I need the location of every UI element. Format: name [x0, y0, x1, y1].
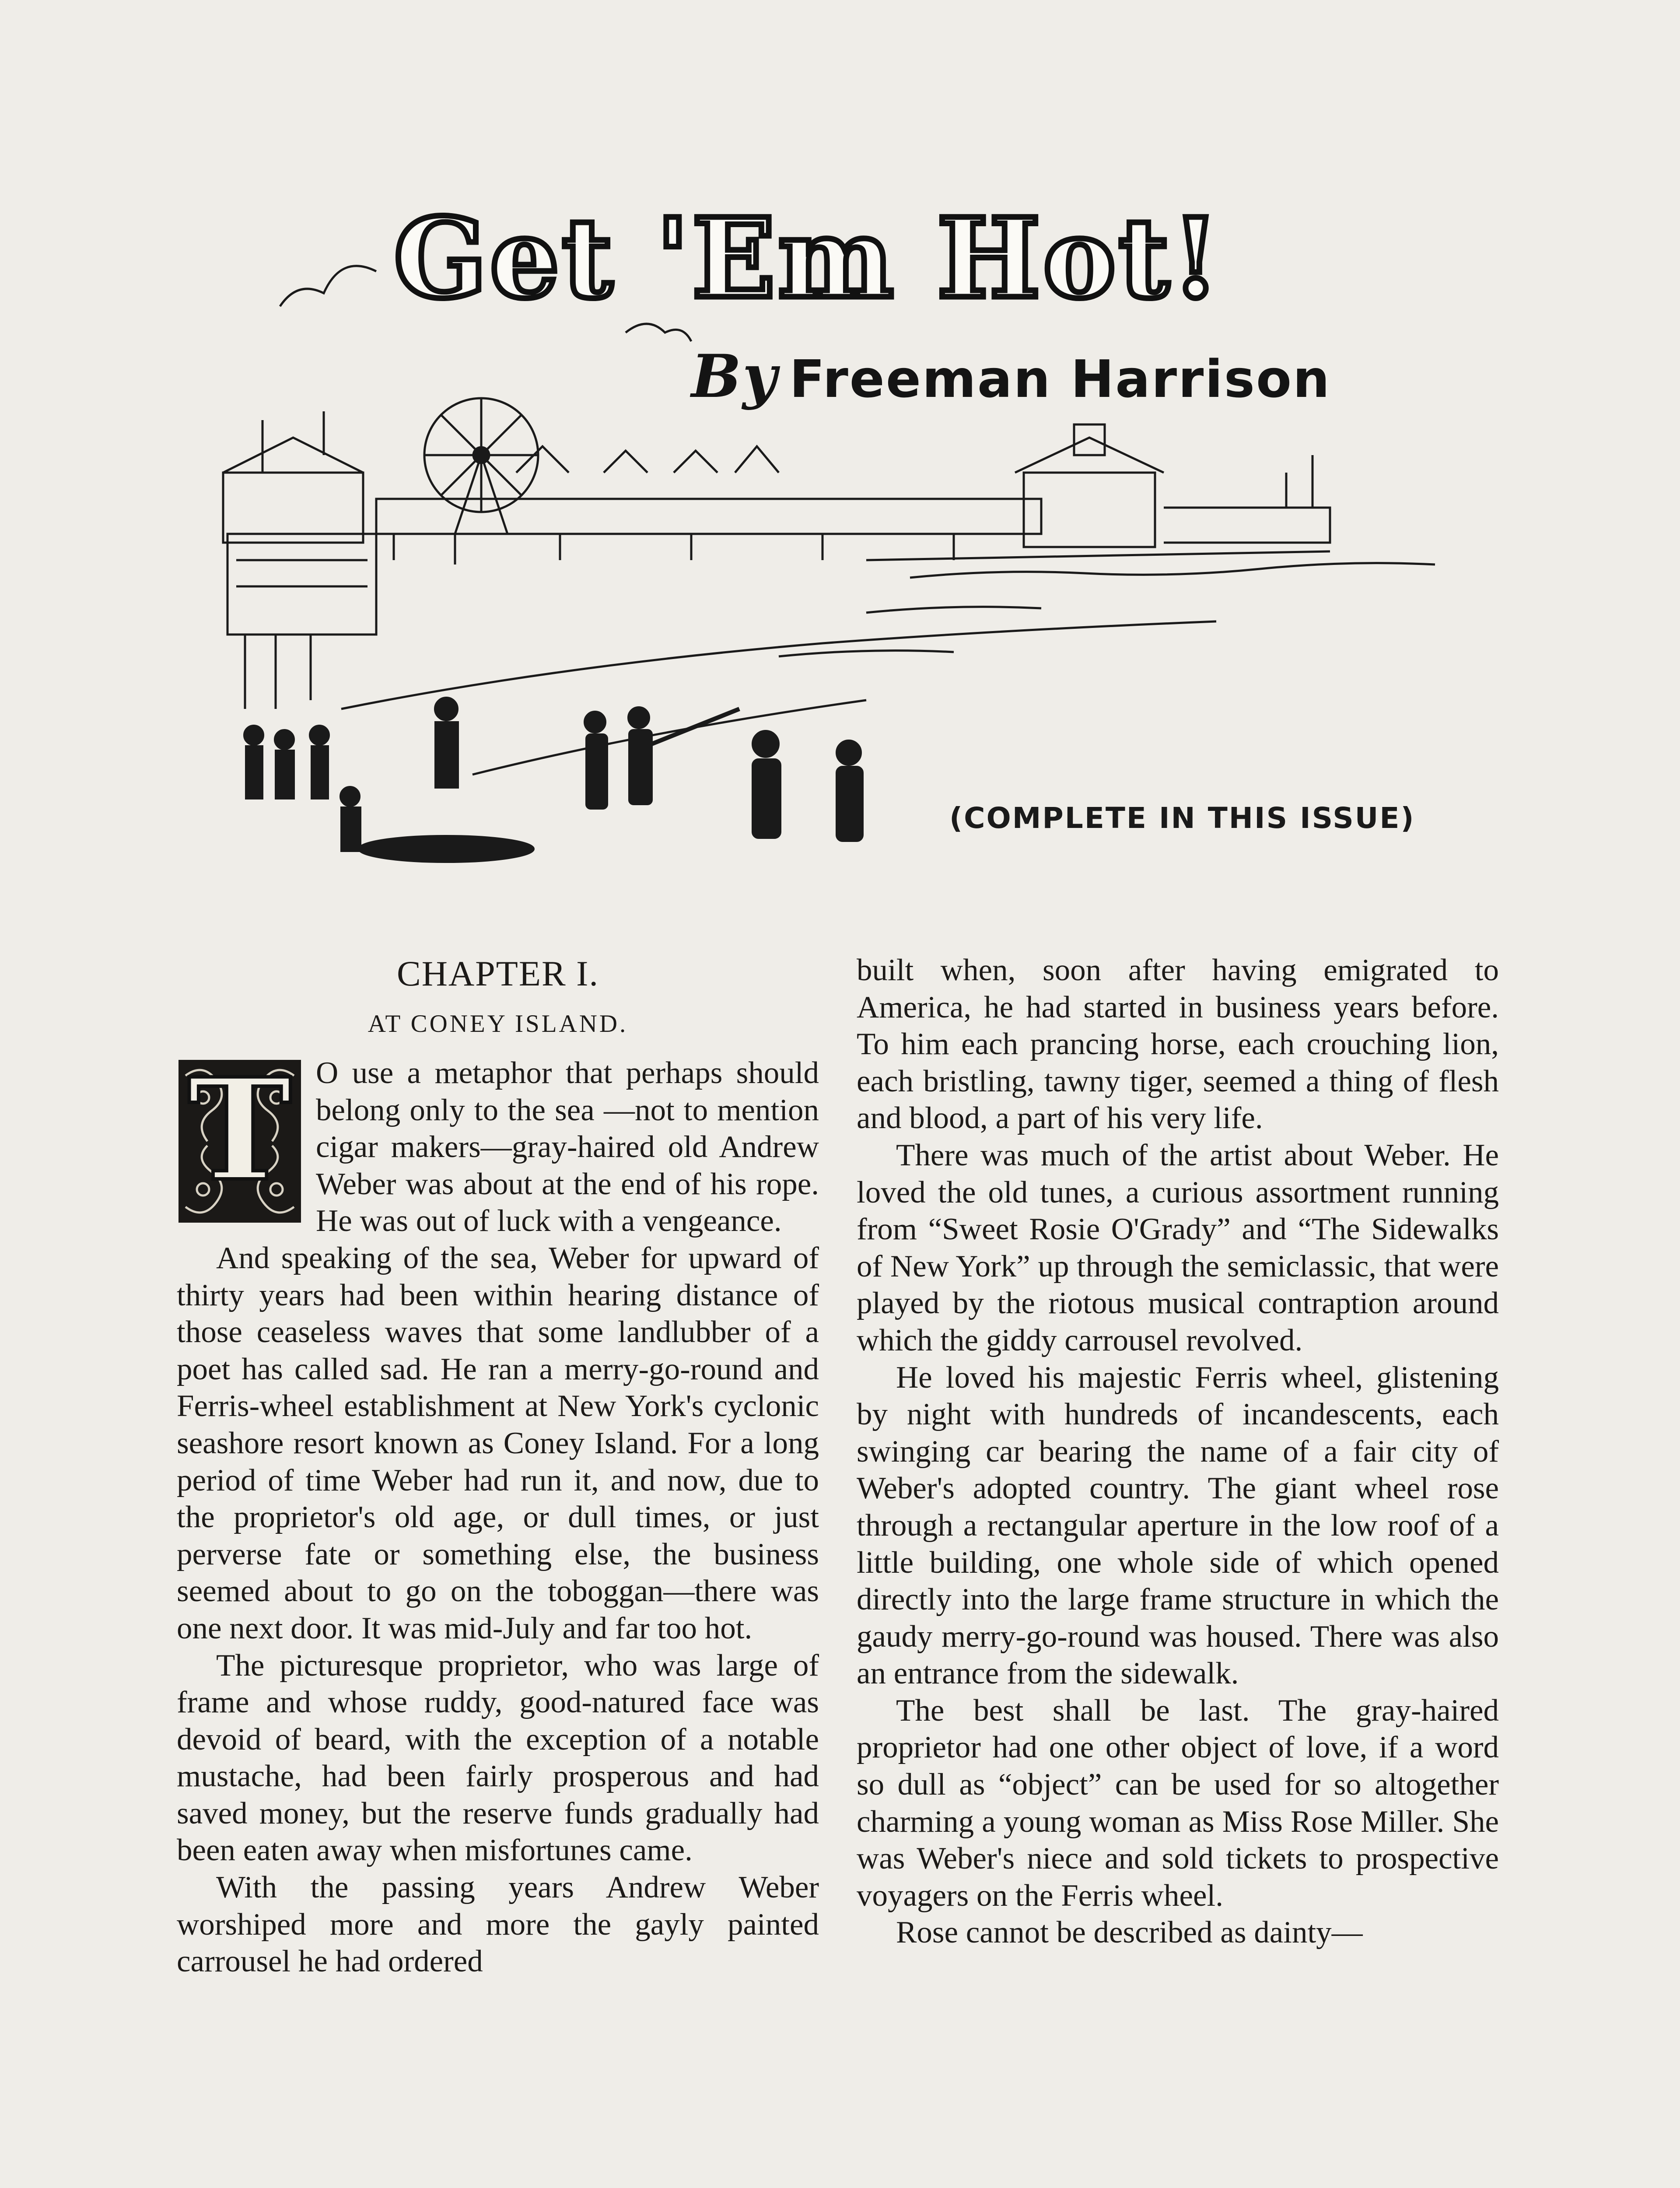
- dropcap-letter: T: [187, 1048, 292, 1212]
- right-column: [857, 952, 1499, 2188]
- story-title: Get 'Em Hot!: [394, 194, 1222, 323]
- byline: [691, 339, 1374, 414]
- paragraph: [177, 1048, 819, 1240]
- paragraph: The picturesque proprietor, who was large of frame and whose ruddy, good-natured face was devoid of beard, with the exception of a notable mustache, had been fairly prosperous and had saved money, but the reserve funds gradually had been eaten away when misfortunes came.: [177, 1648, 819, 1868]
- author-name: Freeman Harrison: [789, 349, 1331, 409]
- left-column: [177, 952, 819, 2188]
- beach-crowd: [244, 698, 863, 862]
- chapter-subtitle: AT CONEY ISLAND.: [368, 1010, 628, 1038]
- paragraph: built when, soon after having emigrated to America, he had started in business years before. To him each prancing horse, each crouching lion, each bristling, tawny tiger, seemed a thing of flesh and blood, a part of his very life.: [857, 953, 1499, 1136]
- complete-in-this-issue-note: (COMPLETE IN THIS ISSUE): [949, 801, 1415, 835]
- paragraph: There was much of the artist about Weber. He loved the old tunes, a curious assortment running from “Sweet Rosie O'Grady” and “The Sidewalks of New York” up through the semiclassic, that were played by the riotous musical contraption around which the giddy carrousel revolved.: [857, 1138, 1499, 1357]
- paragraph: With the passing years Andrew Weber worshiped more and more the gayly painted carrousel he had ordered: [177, 1870, 819, 1979]
- paragraph: Rose cannot be described as dainty—: [896, 1915, 1363, 1950]
- paragraph: The best shall be last. The gray-haired proprietor had one other object of love, if a word so dull as “object” can be used for so altogether charming a young woman as Miss Rose Miller. She was Weber's niece and sold tickets to prospective voyagers on the Ferris wheel.: [857, 1693, 1499, 1913]
- paragraph: And speaking of the sea, Weber for upward of thirty years had been within hearing distance of those ceaseless waves that some landlubber of a poet has called sad. He ran a merry-go-round and Ferris-wheel establishment at New York's cyclonic seashore resort known as Coney Island. For a long period of time Weber had run it, and now, due to the proprietor's old age, or dull times, or just perverse fate or something else, the business seemed about to go on the toboggan—there was one next door. It was mid-July and far too hot.: [177, 1241, 819, 1645]
- decorative-dropcap: [177, 1048, 303, 1224]
- paragraph: He loved his majestic Ferris wheel, glistening by night with hundreds of incandescents, each swinging car bearing the name of a fair city of Weber's adopted country. The giant wheel rose through a rectangular aperture in the low roof of a little building, one whole side of which opened directly into the large frame structure in which the gaudy merry-go-round was housed. There was also an entrance from the sidewalk.: [857, 1360, 1499, 1691]
- byline-prefix: By: [691, 341, 778, 411]
- paragraph-text: O use a metaphor that perhaps should belong only to the sea —not to mention cigar makers—gray-haired old Andrew Weber was about at the end of his rope. He was out of luck with a vengeance.: [316, 1056, 819, 1238]
- cloud-left: [280, 266, 376, 306]
- cloud-right: [626, 324, 691, 341]
- chapter-heading: CHAPTER I.: [397, 954, 599, 993]
